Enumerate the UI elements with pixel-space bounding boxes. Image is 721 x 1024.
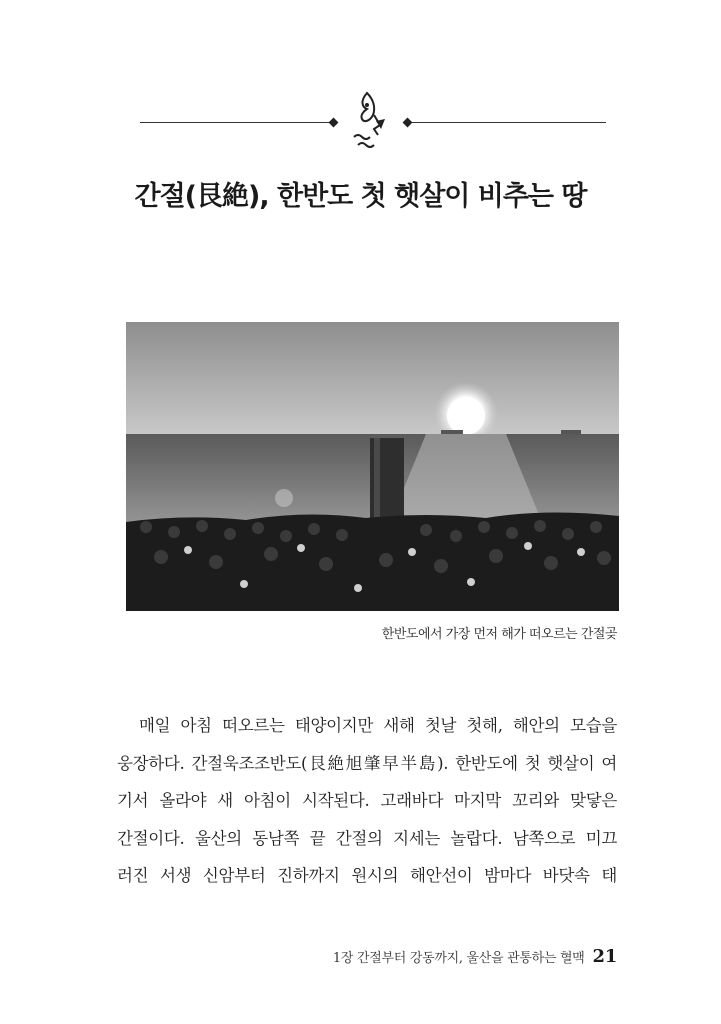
body-line: 매일 아침 떠오르는 태양이지만 새해 첫날 첫해, 해안의 모습을	[139, 716, 617, 735]
whale-emblem-icon	[340, 85, 400, 160]
title-ornament	[0, 80, 721, 160]
section-title: 간절(艮絶), 한반도 첫 햇살이 비추는 땅	[134, 181, 587, 212]
sunrise-photo	[126, 322, 619, 611]
body-line: 간절이다. 울산의 동남쪽 끝 간절의 지세는 놀랍다. 남쪽으로 미끄	[117, 828, 617, 848]
photo-caption: 한반도에서 가장 먼저 해가 떠오르는 간절곶	[381, 627, 617, 642]
running-title: 1장 간절부터 강동까지, 울산을 관통하는 혈맥	[332, 951, 585, 966]
ornament-diamond-left	[329, 118, 339, 128]
ornament-rule-right	[411, 122, 606, 123]
page-footer	[333, 946, 617, 967]
page-number: 21	[592, 946, 617, 967]
ornament-rule-left	[140, 122, 333, 123]
body-line: 기서 올라야 새 아침이 시작된다. 고래바다 마지막 꼬리와 맞닿은	[117, 791, 617, 810]
body-line: 웅장하다. 간절욱조조반도(艮絶旭肇早半島). 한반도에 첫 햇살이 여	[117, 753, 617, 773]
body-paragraph	[117, 707, 617, 895]
body-line: 러진 서생 신암부터 진하까지 원시의 해안선이 밤마다 바닷속 태	[117, 866, 617, 885]
